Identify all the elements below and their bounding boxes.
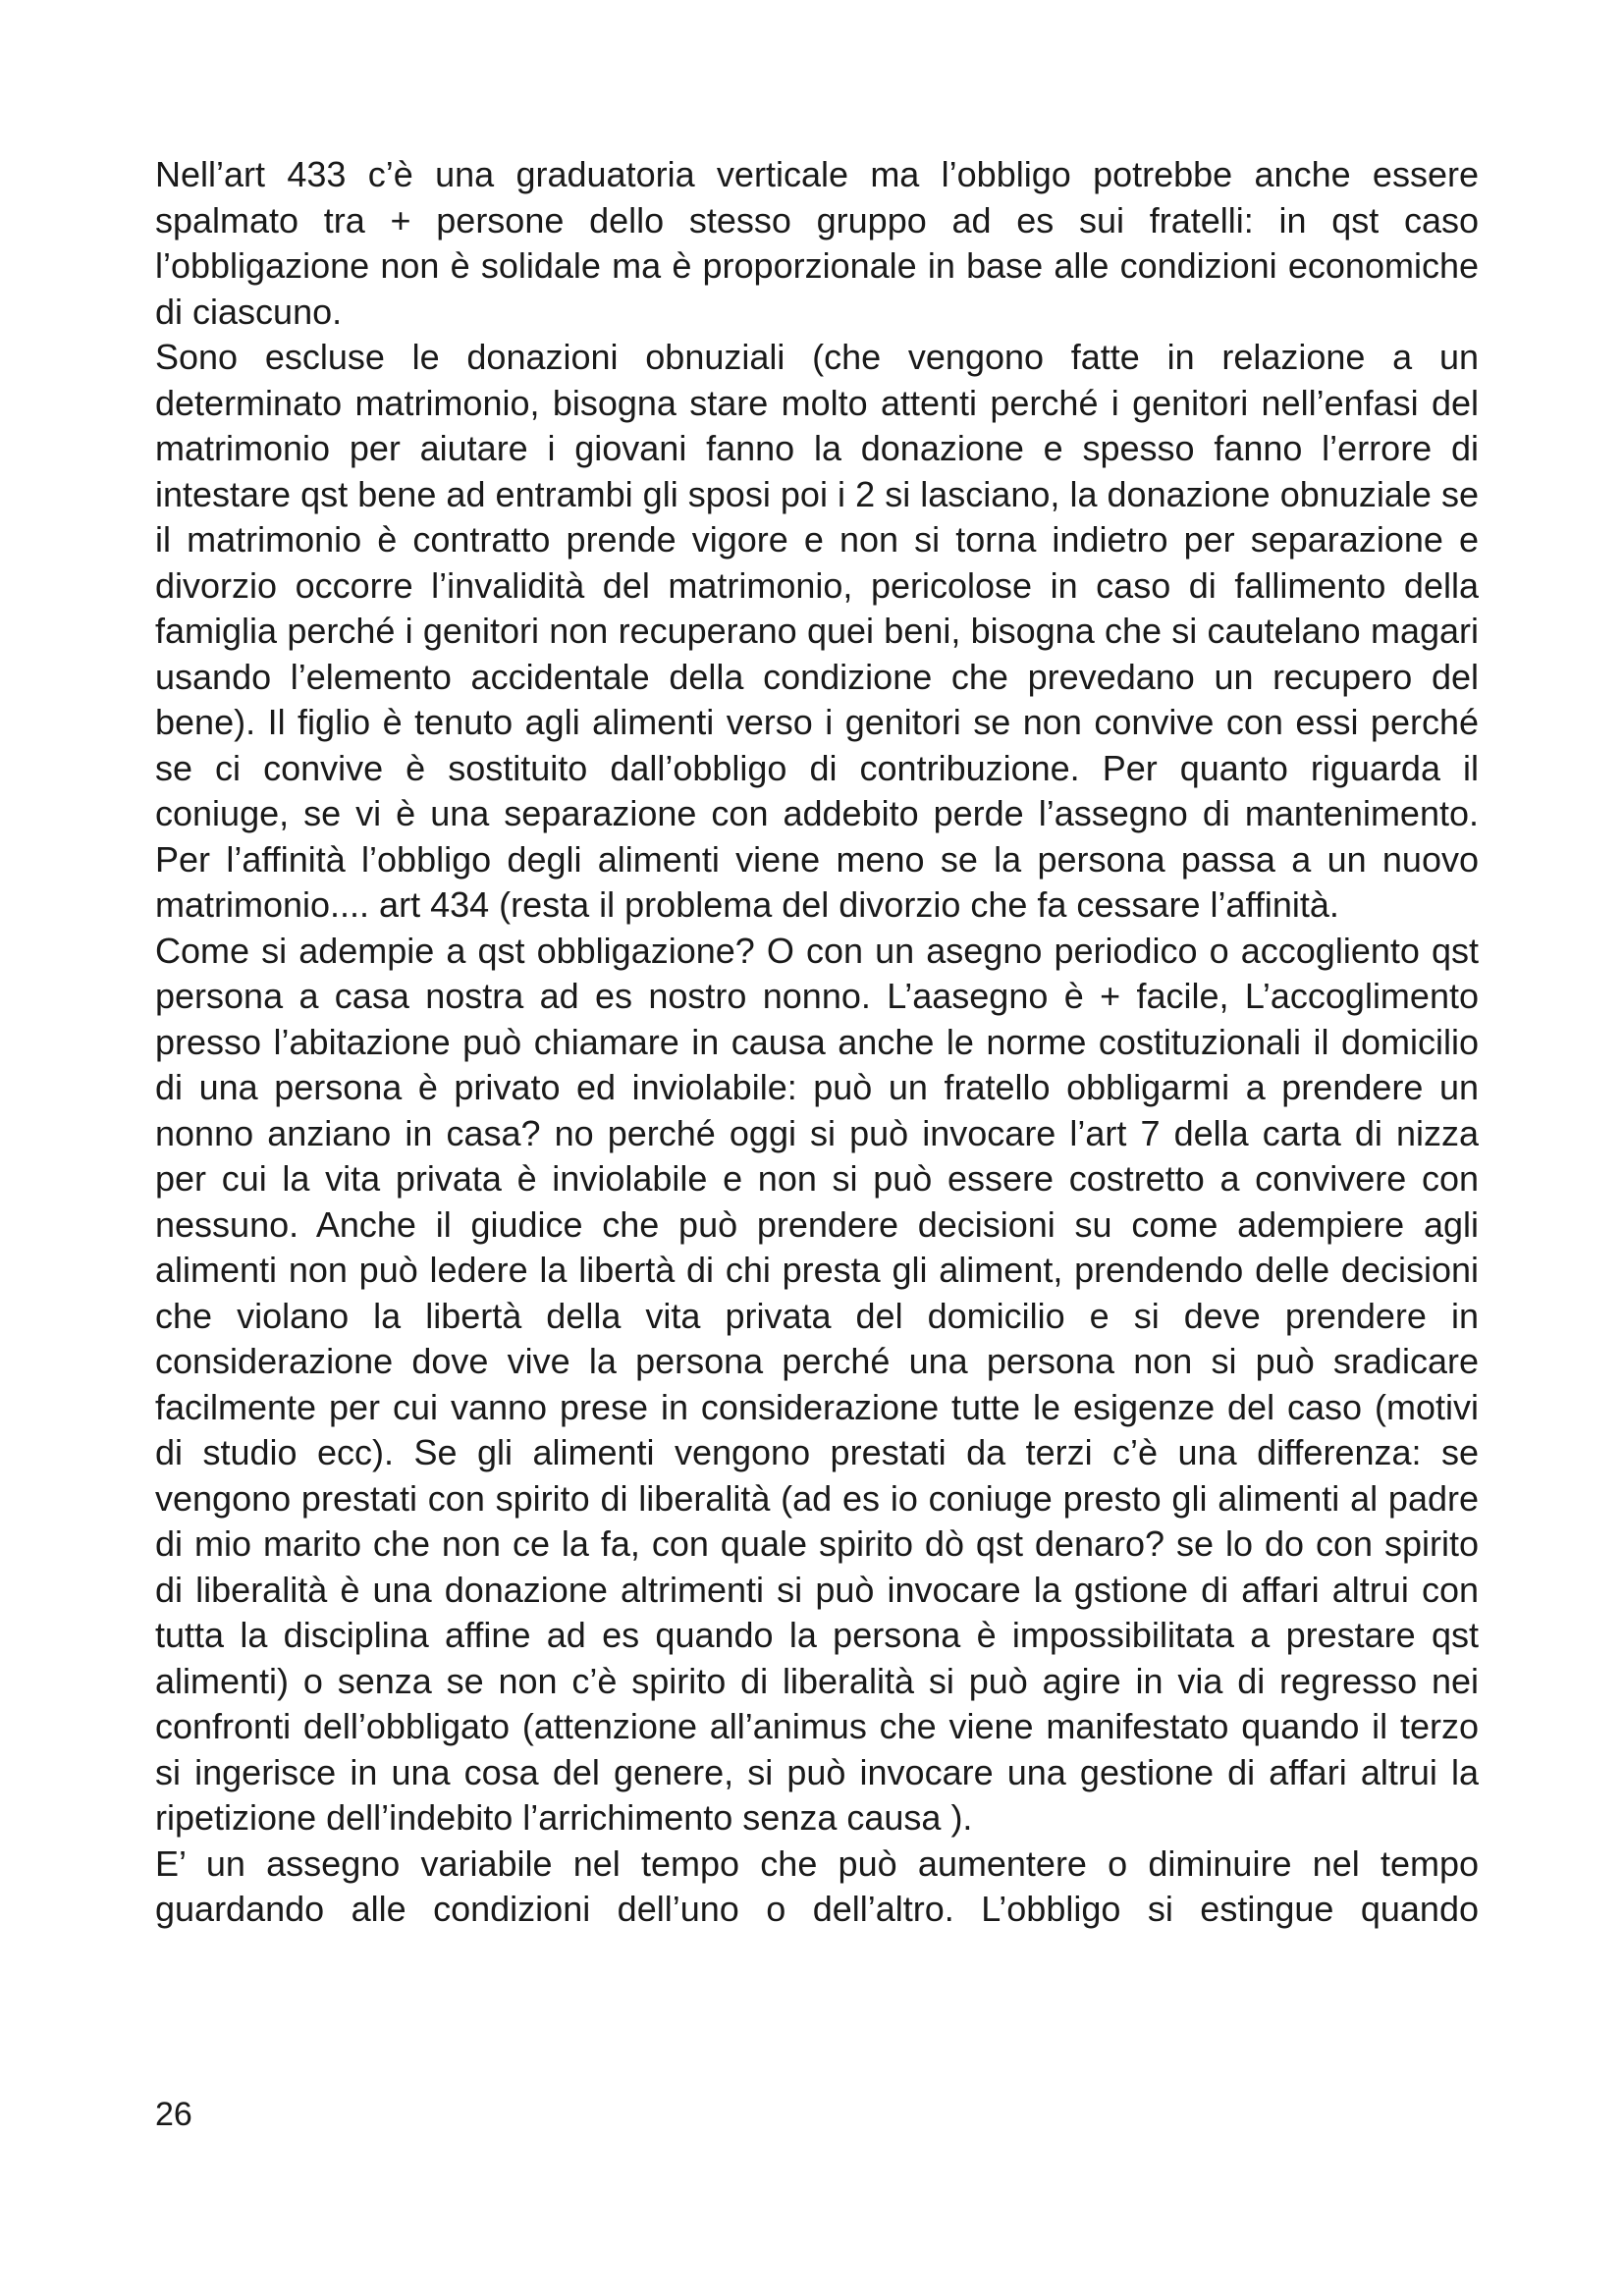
document-body [155, 152, 1479, 1933]
paragraph-assegno-variabile: E’ un assegno variabile nel tempo che può aumentere o diminuire nel tempo guardando alle condizioni dell’uno o dell’altro. L’obbligo si estingue quando [155, 1842, 1479, 1929]
paragraph-graduatoria: Nell’art 433 c’è una graduatoria verticale ma l’obbligo potrebbe anche essere spalmato tra + persone dello stesso gruppo ad es sui fratelli: in qst caso l’obbligazione non è solidale ma è proporzionale in base alle condizioni economiche di ciascuno. [155, 154, 1479, 332]
paragraph-donazioni-obnuziali: Sono escluse le donazioni obnuziali (che vengono fatte in relazione a un determinato matrimonio, bisogna stare molto attenti perché i genitori nell’enfasi del matrimonio per aiutare i giovani fanno la donazione e spesso fanno l’errore di intestare qst bene ad entrambi gli sposi poi i 2 si lasciano, la donazione obnuziale se il matrimonio è contratto prende vigore e non si torna indietro per separazione e divorzio occorre l’invalidità del matrimonio, pericolose in caso di fallimento della famiglia perché i genitori non recuperano quei beni, bisogna che si cautelano magari usando l’elemento accidentale della condizione che prevedano un recupero del bene). Il figlio è tenuto agli alimenti verso i genitori se non convive con essi perché se ci convive è sostituito dall’obbligo di contribuzione. Per quanto riguarda il coniuge, se vi è una separazione con addebito perde l’assegno di mantenimento. Per l’affinità l’obbligo degli alimenti viene meno se la persona passa a un nuovo matrimonio.... art 434 (resta il problema del divorzio che fa cessare l’affinità. [155, 337, 1479, 925]
page-number: 26 [155, 2096, 192, 2133]
paragraph-adempimento: Come si adempie a qst obbligazione? O con un asegno periodico o accogliento qst persona a casa nostra ad es nostro nonno. L’aasegno è + facile, L’accoglimento presso l’abitazione può chiamare in causa anche le norme costituzionali il domicilio di una persona è privato ed inviolabile: può un fratello obbligarmi a prendere un nonno anziano in casa? no perché oggi si può invocare l’art 7 della carta di nizza per cui la vita privata è inviolabile e non si può essere costretto a convivere con nessuno. Anche il giudice che può prendere decisioni su come adempiere agli alimenti non può ledere la libertà di chi presta gli aliment, prendendo delle decisioni che violano la libertà della vita privata del domicilio e si deve prendere in considerazione dove vive la persona perché una persona non si può sradicare facilmente per cui vanno prese in considerazione tutte le esigenze del caso (motivi di studio ecc). Se gli alimenti vengono prestati da terzi c’è una differenza: se vengono prestati con spirito di liberalità (ad es io coniuge presto gli alimenti al padre di mio marito che non ce la fa, con quale spirito dò qst denaro? se lo do con spirito di liberalità è una donazione altrimenti si può invocare la gstione di affari altrui con tutta la disciplina affine ad es quando la persona è impossibilitata a prestare qst alimenti) o senza se non c’è spirito di liberalità si può agire in via di regresso nei confronti dell’obbligato (attenzione all’animus che viene manifestato quando il terzo si ingerisce in una cosa del genere, si può invocare una gestione di affari altrui la ripetizione dell’indebito l’arrichimento senza causa ). [155, 930, 1479, 1838]
